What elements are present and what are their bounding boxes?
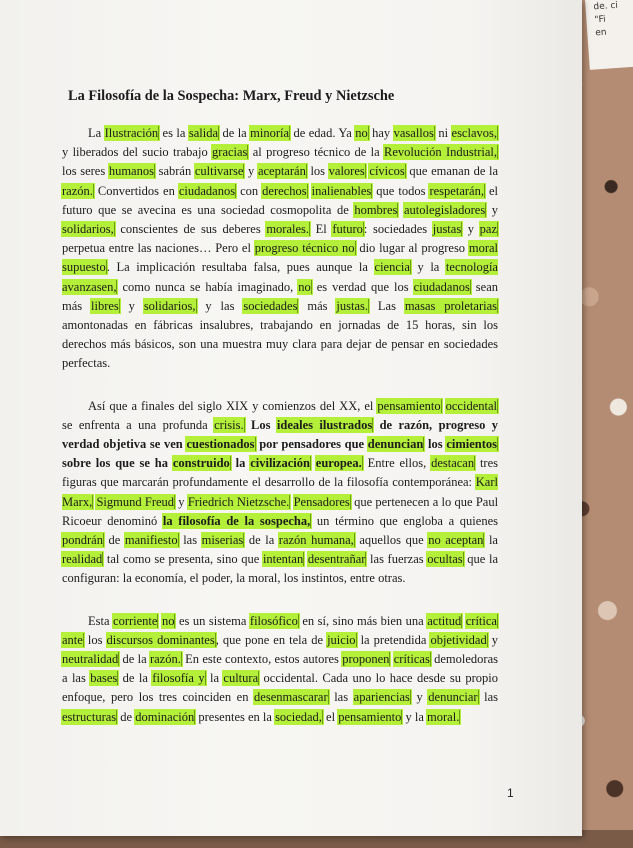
text-run: tres figuras que marcarán profundamente el desarrollo de la filosofía contemporánea: (62, 456, 499, 490)
page-number: 1 (507, 786, 514, 800)
text-run: perpetua entre las naciones… Pero el (62, 241, 255, 256)
highlighted-text: Friedrich Nietzsche. (187, 494, 290, 509)
highlighted-text: Ilustración (104, 126, 159, 140)
text-run: y (486, 202, 498, 217)
highlighted-text: estructuras (62, 709, 117, 724)
highlighted-text: solidarios, (62, 222, 114, 237)
highlighted-text: cultivarse (194, 164, 244, 179)
highlighted-text: discursos dominantes (106, 632, 215, 647)
highlighted-text: desenmascarar (254, 690, 328, 705)
highlighted-text: gracias (212, 145, 248, 160)
highlighted-text: filosófico (249, 613, 298, 628)
text-run: de la (119, 652, 150, 667)
adjacent-sheet-handwriting: de. ci "Fi en (593, 0, 619, 39)
highlighted-text: denunciar (428, 690, 478, 705)
text-run: sobre los que se ha (62, 456, 173, 471)
text-run: aquellos que (354, 533, 429, 548)
text-run: de la (118, 671, 153, 686)
document-body (62, 86, 498, 750)
text-run: que pertenecen a lo que Paul Ricoeur denominó (62, 494, 499, 528)
text-run: conscientes de sus deberes (114, 222, 267, 237)
highlighted-text: intentan (262, 552, 304, 567)
text-run: Las (369, 298, 405, 313)
highlighted-text: críticas (393, 652, 430, 667)
text-run: la (484, 533, 498, 548)
paragraph-2 (62, 397, 498, 589)
text-run: los seres (62, 164, 109, 179)
text-run: . La implicación resultaba falsa, pues aunque la (106, 260, 375, 275)
text-run: y la (402, 709, 428, 724)
document-title: La Filosofía de la Sospecha: Marx, Freud y Nietzsche (68, 88, 395, 104)
highlighted-text: occidental (445, 398, 497, 413)
highlighted-text: no (298, 279, 311, 294)
text-run: de razón, progreso y verdad objetiva se ven (62, 417, 499, 452)
highlighted-text: humanos (108, 164, 154, 179)
highlighted-text: Pensadores (293, 494, 350, 509)
highlighted-text: ocultas (427, 552, 463, 567)
highlighted-text: denuncian (367, 437, 424, 452)
text-run: , que pone en tela de (215, 632, 328, 647)
paragraph-1 (62, 124, 498, 374)
highlighted-text: pensamiento (338, 709, 402, 724)
text-run: y (462, 222, 480, 237)
text-run: los (306, 164, 329, 179)
text-run: Entre ellos, (362, 456, 432, 471)
highlighted-text: valores (328, 164, 365, 179)
highlighted-text: solidarios, (143, 298, 196, 313)
text-run: de la (219, 126, 251, 140)
text-run: es verdad que los (311, 279, 414, 294)
text-run: de edad. Ya (290, 126, 356, 140)
highlighted-text: justas. (336, 298, 368, 313)
text-run: la pretendida (356, 632, 431, 647)
highlighted-text: neutralidad (62, 652, 119, 667)
highlighted-text: razón humana, (278, 533, 354, 548)
text-run: que la configuran: la economía, el poder, la moral, los instintos, entre otras. (62, 552, 498, 586)
highlighted-text: cimientos (446, 437, 497, 452)
text-run: Convertidos en (93, 183, 179, 198)
text-run: La (88, 126, 105, 140)
text-run: que emanan de la (405, 164, 499, 179)
text-run: los (83, 632, 107, 647)
paragraph-3 (62, 612, 498, 727)
text-run: el (322, 709, 339, 724)
text-run: occidental. Cada uno lo hace desde su propio enfoque, pero los tres coinciden en (62, 671, 498, 705)
text-run: de la (244, 533, 279, 548)
text-run: amontonadas en fábricas insalubres, trabajando en jornadas de 15 horas, sin los derechos más básicos, son una muestra muy clara para dejar de pensar en sociedades perfectas. (62, 318, 498, 371)
highlighted-text: cuestionados (186, 437, 255, 452)
highlighted-text: Sigmund Freud (96, 494, 175, 509)
text-run: Así que a finales del siglo XIX y comienzos del XX, el (88, 398, 378, 413)
highlighted-text: autolegisladores (403, 202, 486, 217)
highlighted-text: masas proletarias (404, 298, 497, 313)
highlighted-text: bases (90, 671, 118, 686)
highlighted-text: justas (432, 222, 462, 237)
highlighted-text: corriente (113, 613, 158, 628)
highlighted-text: ciudadanos (178, 183, 236, 198)
text-run: y la (410, 260, 446, 275)
text-run: y las (196, 298, 244, 313)
text-run: al progreso técnico de la (248, 145, 385, 160)
highlighted-text: derechos (262, 183, 307, 198)
highlighted-text: civilización (250, 456, 310, 471)
text-run: ni (434, 126, 452, 140)
text-run: con (236, 183, 263, 198)
text-run: El (310, 222, 333, 237)
text-run: de (117, 709, 136, 724)
highlighted-text: salida (188, 126, 219, 140)
highlighted-text: pensamiento (377, 398, 441, 413)
text-run: y (410, 690, 429, 705)
highlighted-text: manifiesto (124, 533, 178, 548)
highlighted-text: no (355, 126, 368, 140)
highlighted-text: actitud (427, 613, 462, 628)
highlighted-text: minoría (250, 126, 290, 140)
highlighted-text: dominación (135, 709, 195, 724)
highlighted-text: juicio (327, 632, 356, 647)
text-run: dio lugar al progreso (355, 241, 469, 256)
text-run: Los (244, 417, 277, 432)
text-run: presentes en la (195, 709, 276, 724)
text-run: sean más (62, 279, 498, 313)
text-run: las (178, 533, 202, 548)
highlighted-text: ante (62, 632, 83, 647)
highlighted-text: sociedad, (275, 709, 322, 724)
text-run: el futuro que se avecina es una sociedad cosmopolita de (62, 183, 498, 217)
text-run: y (175, 494, 188, 509)
text-run: y liberados del sucio trabajo (62, 145, 213, 160)
text-run: que todos (372, 183, 430, 198)
highlighted-text: Karl Marx, (62, 475, 498, 509)
text-run: la (205, 671, 224, 686)
highlighted-text: no (161, 613, 175, 628)
text-run: las fuerzas (366, 552, 428, 567)
text-run: es un sistema (175, 613, 250, 628)
text-run: en sí, sino más bien una (298, 613, 428, 628)
highlighted-text: inalienables (311, 183, 372, 198)
adjacent-sheet (585, 0, 633, 70)
text-run: por pensadores que (255, 437, 368, 452)
text-run: sabrán (154, 164, 195, 179)
highlighted-text: esclavos, (451, 126, 497, 140)
text-run: se enfrenta a una profunda (62, 417, 215, 432)
text-run: hay (368, 126, 394, 140)
highlighted-text: moral supuesto (62, 241, 499, 275)
highlighted-text: sociedades (243, 298, 298, 313)
highlighted-text: crítica (465, 613, 497, 628)
text-run: como nunca se había imaginado, (117, 279, 299, 294)
text-run: : sociedades (363, 222, 433, 237)
highlighted-text: morales. (266, 222, 310, 237)
highlighted-text: ideales ilustrados (276, 417, 373, 432)
highlighted-text: destacan (431, 456, 475, 471)
highlighted-text: hombres (354, 202, 398, 217)
highlighted-text: desentrañar (307, 552, 366, 567)
highlighted-text: tecnología avanzasen, (62, 260, 498, 294)
highlighted-text: pondrán (62, 533, 103, 548)
text-run: más (298, 298, 337, 313)
text-run: En este contexto, estos autores (181, 652, 343, 667)
highlighted-text: Revolución Industrial, (384, 145, 497, 160)
text-run: de (103, 533, 125, 548)
text-run: la (230, 456, 251, 471)
highlighted-text: la filosofía de la sospecha, (162, 513, 311, 528)
highlighted-text: moral. (427, 709, 460, 724)
highlighted-text: construido (172, 456, 230, 471)
highlighted-text: futuro (332, 222, 363, 237)
highlighted-text: libres (91, 298, 119, 313)
text-run: y (119, 298, 144, 313)
highlighted-text: crisis. (214, 417, 244, 432)
highlighted-text: vasallos (393, 126, 434, 140)
highlighted-text: apariencias (353, 690, 410, 705)
text-run: es la (159, 126, 189, 140)
highlighted-text: filosofía y (152, 671, 205, 686)
text-run: tal como se presenta, sino que (103, 552, 263, 567)
highlighted-text: razón. (62, 183, 93, 198)
text-run: y (487, 632, 498, 647)
highlighted-text: ciudadanos (413, 279, 470, 294)
text-run: los (424, 437, 447, 452)
highlighted-text: ciencia (374, 260, 410, 275)
highlighted-text: razón. (149, 652, 181, 667)
highlighted-text: miserias (201, 533, 244, 548)
highlighted-text: proponen (342, 652, 390, 667)
highlighted-text: cívicos (369, 164, 405, 179)
highlighted-text: objetividad (430, 632, 487, 647)
text-run: las (328, 690, 354, 705)
text-run: demoledoras a las (62, 652, 498, 686)
text-run: y (244, 164, 258, 179)
highlighted-text: cultura (223, 671, 259, 686)
highlighted-text: respetarán, (429, 183, 484, 198)
text-run: Esta (88, 613, 114, 628)
text-run: un término que engloba a quienes (311, 513, 498, 528)
highlighted-text: paz (479, 222, 498, 237)
text-run: las (478, 690, 499, 705)
highlighted-text: europea. (315, 456, 362, 471)
text-run (308, 184, 312, 198)
highlighted-text: realidad (62, 552, 103, 567)
highlighted-text: aceptarán (257, 164, 306, 179)
highlighted-text: progreso técnico no (254, 241, 355, 256)
highlighted-text: no aceptan (428, 533, 484, 548)
